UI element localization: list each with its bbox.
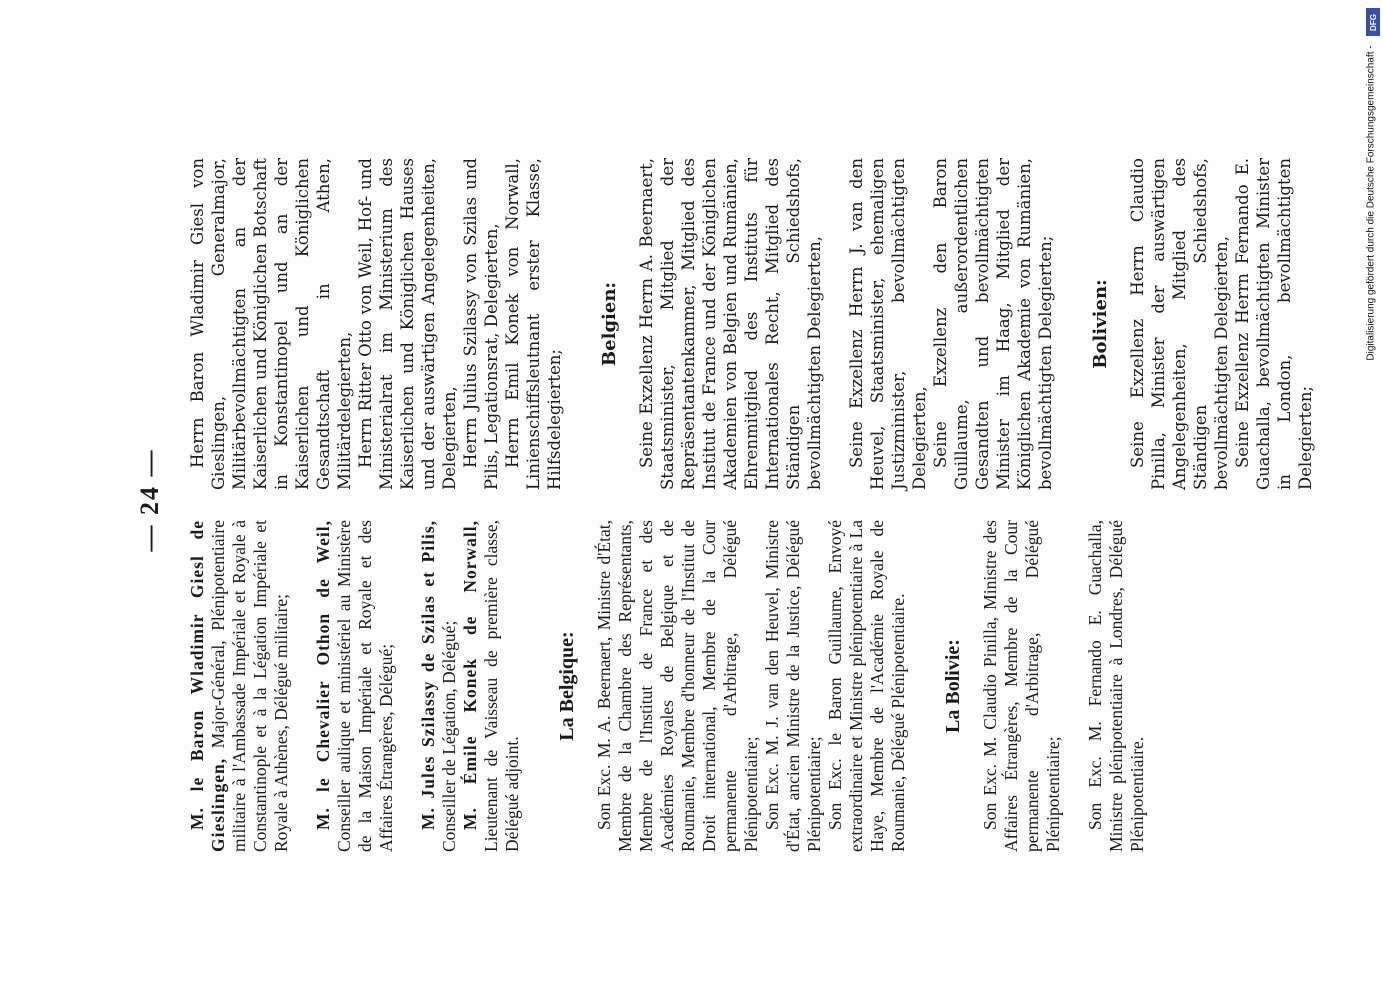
fr-entry-weil [313,520,397,852]
page-number: — 24 — [135,448,164,552]
digitization-credit-text: Digitalisierung gefördert durch die Deutsche Forschungsgemeinschaft - [1365,45,1377,361]
de-entry-guillaume: Seine Exzellenz den Baron Guillaume, außerordentlichen Gesandten und bevollmächtigten Minister im Haag, Mitglied der Königlichen Akademie von Rumänien, bevollmächtigten Delegierten; [931,158,1055,490]
fr-entry-pinilla: Son Exc. M. Claudio Pinilla, Ministre des Affaires Étrangères, Membre de la Cour permanente d'Arbitrage, Délégué Plénipotentiaire; [980,520,1063,852]
de-entry-weil: Herrn Ritter Otto von Weil, Hof- und Ministerialrat im Ministerium des Kaiserlichen und Königlichen Hauses und der auswärtigen Angelegenheiten, Delegierten, [356,158,459,490]
french-column [187,520,1148,852]
fr-name-giesl: M. le Baron Wladimir Giesl de Gieslingen, [187,520,228,852]
de-entry-szilassy: Herrn Julius Szilassy von Szilas und Pilis, Legationsrat, Delegierten, [461,158,501,490]
german-column [187,158,1316,490]
fr-text-konek: Lieutenant de Vaisseau de première classe, Délégué adjoint. [481,520,522,852]
fr-entry-van-den-heuvel: Son Exc. M. J. van den Heuvel, Ministre d'État, ancien Ministre de la Justice, Délégué Plénipotentiaire; [762,520,824,852]
fr-entry-konek [460,520,523,852]
de-heading-belgien: Belgien: [599,281,620,367]
document-page [115,120,1315,880]
de-entry-guachalla: Seine Exzellenz Herrn Fernando E. Guachalla, bevollmächtigten Minister in London, bevollmächtigten Delegierten; [1233,158,1315,490]
de-entry-giesl: Herrn Baron Wladimir Giesl von Gieslingen, Generalmajor, Militärbevollmächtigten an der Kaiserlichen und Königlichen Botschaft in Konstantinopel und an der Kaiserlichen und Königlichen Gesandtschaft in Athen, Militärdelegierten, [188,158,354,490]
fr-text-szilassy: Conseiller de Légation, Délégué; [439,620,459,852]
de-heading-bolivien: Bolivien: [1090,279,1111,369]
fr-entry-guillaume: Son Exc. le Baron Guillaume, Envoyé extraordinaire et Ministre plénipotentiaire à La Haye, Membre de l'Académie Royale de Roumanie, Délégué Plénipotentiaire. [825,520,908,852]
dfg-logo-text: DFG [1368,13,1378,31]
fr-entry-guachalla: Son Exc. M. Fernando E. Guachalla, Ministre plénipotentiaire à Londres, Délégué Plénipotentiaire. [1085,520,1147,852]
de-entry-pinilla: Seine Exzellenz Herrn Claudio Pinilla, Minister der auswärtigen Angelegenheiten, Mitglied des Ständigen Schiedshofs, bevollmächtigten Delegierten, [1128,158,1231,490]
fr-text-weil: Conseiller aulique et ministériel au Ministère de la Maison Impériale et Royale et des Affaires Étrangères, Délégué; [334,520,396,852]
fr-heading-bolivie: La Bolivie: [942,639,964,733]
de-entry-van-den-heuvel: Seine Exzellenz Herrn J. van den Heuvel, Staatsminister, ehemaligen Justizminister, bevollmächtigten Delegierten, [847,158,929,490]
fr-text-giesl: Major-Général, Plénipotentiaire militaire à l'Ambassade Impériale et Royale à Constantinople et à la Légation Impériale et Royale à Athènes, Délégué militaire; [208,520,291,852]
de-entry-beernaert: Seine Exzellenz Herrn A. Beernaert, Staatsminister, Mitglied der Repräsentantenkammer, Mitglied des Institut de France und der Königlichen Akademien von Belgien und Rumänien, Ehrenmitglied des Instituts für Internationales Recht, Mitglied des Ständigen Schiedshofs, bevollmächtigten Delegierten, [637,158,824,490]
fr-name-konek: M. Émile Konek de Norwall, [460,520,480,830]
fr-entry-giesl [187,520,292,852]
digitization-credit [1362,8,1380,398]
fr-entry-beernaert: Son Exc. M. A. Beernaert, Ministre d'État, Membre de la Chambre des Représentants, Membre de l'Institut de France et des Académies Royales de Belgique et de Roumanie, Membre d'honneur de l'Institut de Droit international, Membre de la Cour permanente d'Arbitrage, Délégué Plénipotentiaire; [594,520,761,852]
fr-name-weil: M. le Chevalier Othon de Weil, [313,520,333,830]
fr-name-szilassy: M. Jules Szilassy de Szilas et Pilis, [418,520,438,830]
fr-entry-szilassy [418,520,460,852]
de-entry-konek: Herrn Emil Konek von Norwall, Linienschiffsleutnant erster Klasse, Hilfsdelegierten; [503,158,564,490]
fr-heading-belgique: La Belgique: [556,631,578,741]
